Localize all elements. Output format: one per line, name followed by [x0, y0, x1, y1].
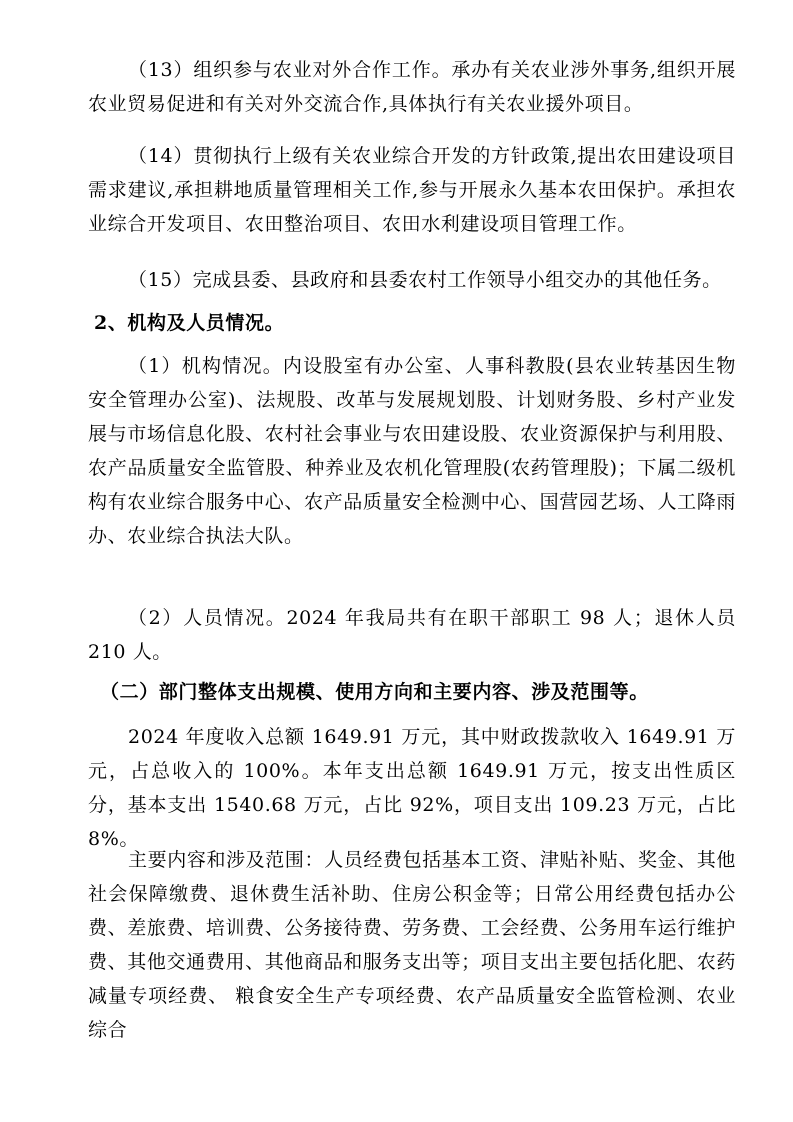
paragraph-item-15: （15）完成县委、县政府和县委农村工作领导小组交办的其他任务。	[128, 269, 722, 291]
paragraph-staff: （2）人员情况。2024 年我局共有在职干部职工 98 人；退休人员 210 人。	[88, 607, 736, 663]
paragraph-org-structure: （1）机构情况。内设股室有办公室、人事科教股(县农业转基因生物安全管理办公室)、法规股、改革与发展规划股、计划财务股、乡村产业发展与市场信息化股、农村社会事业与农田建设股、农业资源保护与利用股、农产品质量安全监管股、种养业及农机化管理股(农药管理股)；下属二级机构有农业综合服务中心、农产品质量安全检测中心、国营园艺场、人工降雨办、农业综合执法大队。	[88, 355, 736, 547]
section-heading-organization: 2、机构及人员情况。	[94, 312, 285, 334]
paragraph-income-expense: 2024 年度收入总额 1649.91 万元，其中财政拨款收入 1649.91 万元，占总收入的 100%。本年支出总额 1649.91 万元，按支出性质区分，基本支出 1540.68 万元，占比 92%，项目支出 109.23 万元，占比 8%。	[88, 726, 736, 850]
paragraph-item-13: （13）组织参与农业对外合作工作。承办有关农业涉外事务,组织开展农业贸易促进和有关对外交流合作,具体执行有关农业援外项目。	[88, 59, 736, 115]
paragraph-scope: 主要内容和涉及范围：人员经费包括基本工资、津贴补贴、奖金、其他社会保障缴费、退休费生活补助、住房公积金等；日常公用经费包括办公费、差旅费、培训费、公务接待费、劳务费、工会经费、公务用车运行维护费、其他交通费用、其他商品和服务支出等；项目支出主要包括化肥、农药减量专项经费、 粮食安全生产专项经费、农产品质量安全监管检测、农业综合	[88, 849, 736, 1041]
section-heading-expenditure: （二）部门整体支出规模、使用方向和主要内容、涉及范围等。	[100, 681, 649, 703]
paragraph-item-14: （14）贯彻执行上级有关农业综合开发的方针政策,提出农田建设项目需求建议,承担耕地质量管理相关工作,参与开展永久基本农田保护。承担农业综合开发项目、农田整治项目、农田水利建设项目管理工作。	[88, 145, 736, 235]
